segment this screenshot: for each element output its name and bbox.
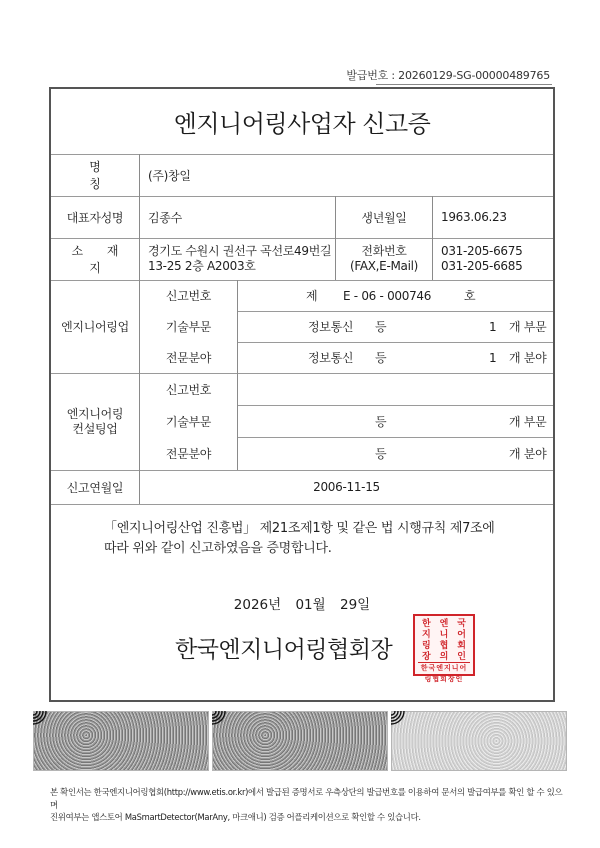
eng-tech-sector-label: 기술부문 (165, 320, 212, 334)
phone-label-line-1: 전화번호 (361, 244, 407, 258)
certificate-frame (49, 87, 555, 702)
consult-specialty (238, 437, 553, 470)
report-date-value: 2006-11-15 (313, 480, 380, 494)
seal-char: 한 (421, 619, 431, 629)
seal-bottom-text: 한국엔지니어링협회장인 (418, 662, 470, 674)
seal-char: 회 (457, 641, 466, 651)
eng-report-number-value: E - 06 - 000746 (343, 288, 432, 303)
address-label: 소 재 지 (71, 244, 129, 275)
seal-char: 링 (421, 641, 431, 651)
eng-tech-sector-field: 정보통신 (308, 320, 354, 334)
eng-tech-sector (238, 311, 553, 342)
seal-char: 국 (457, 619, 466, 629)
eng-specialty-unit: 개 분야 (509, 351, 547, 365)
eng-tech-sector-count: 1 (489, 319, 497, 334)
consult-report-number (238, 373, 553, 405)
consult-tech-sector (238, 405, 553, 437)
security-pattern-1 (33, 711, 209, 771)
company-name: (주)창일 (148, 168, 191, 183)
representative-name: 김종수 (148, 210, 182, 225)
consult-specialty-etc: 등 (375, 447, 387, 461)
engineering-business-label: 엔지니어링업 (61, 320, 129, 334)
consult-report-number-label: 신고번호 (165, 382, 212, 397)
eng-report-number-label: 신고번호 (165, 289, 212, 303)
issue-month: 01월 (295, 597, 326, 613)
address-value (140, 238, 335, 280)
eng-tech-sector-unit: 개 부문 (509, 320, 547, 334)
official-seal-icon (413, 614, 475, 683)
eng-tech-sector-etc: 등 (375, 320, 387, 334)
phone-value (433, 238, 553, 280)
consult-tech-sector-unit: 개 부문 (509, 414, 547, 429)
eng-report-number (238, 280, 553, 311)
eng-specialty-field: 정보통신 (308, 351, 354, 365)
eng-report-suffix: 호 (464, 289, 476, 303)
issue-date (51, 593, 553, 613)
seal-char: 어 (457, 630, 466, 640)
seal-char: 엔 (439, 619, 449, 629)
issue-year: 2026년 (233, 597, 282, 613)
consulting-label-line-1: 엔지니어링 (66, 406, 124, 421)
seal-char: 장 (421, 652, 431, 662)
consult-specialty-label: 전문분야 (165, 447, 212, 461)
notice-line-2: 진위여부는 앱스토어 MaSmartDetector(MarAny, 마크애니) 검증 어플리케이션으로 확인할 수 있습니다. (50, 812, 421, 822)
verification-notice (50, 786, 570, 824)
issue-number-underline (376, 84, 552, 85)
seal-char: 인 (457, 652, 466, 662)
phone-label-line-2: (FAX,E-Mail) (349, 259, 419, 273)
issue-number: 발급번호 : 20260129-SG-00000489765 (346, 69, 550, 82)
representative-label: 대표자성명 (66, 210, 124, 225)
consult-tech-sector-label: 기술부문 (165, 414, 212, 429)
phone-label (336, 238, 432, 280)
birthdate-label: 생년월일 (361, 210, 407, 225)
statement-line-2: 따라 위와 같이 신고하였음을 증명합니다. (104, 541, 332, 556)
eng-specialty-count: 1 (489, 350, 497, 365)
signal-arcs-icon (391, 711, 405, 725)
report-date-label: 신고연월일 (66, 480, 124, 495)
seal-char: 니 (439, 630, 449, 640)
fax-number: 031-205-6685 (441, 259, 523, 273)
birthdate-value: 1963.06.23 (441, 210, 507, 224)
address-line-1: 경기도 수원시 권선구 곡선로49번길 (148, 244, 332, 258)
eng-specialty-label: 전문분야 (165, 351, 212, 365)
consulting-label-line-2: 컨설팅업 (72, 421, 118, 436)
consulting-business-label (51, 373, 139, 470)
address-line-2: 13-25 2층 A2003호 (148, 259, 256, 273)
security-pattern-3 (391, 711, 567, 771)
seal-char: 의 (439, 652, 449, 662)
seal-char: 협 (439, 641, 449, 651)
eng-specialty-etc: 등 (375, 351, 387, 365)
document-title: 엔지니어링사업자 신고증 (51, 89, 553, 155)
security-pattern-strip (33, 711, 567, 771)
consult-specialty-unit: 개 분야 (509, 447, 547, 461)
seal-char: 지 (421, 630, 431, 640)
signer-title: 한국엔지니어링협회장 (175, 637, 393, 663)
statement-line-1: 「엔지니어링산업 진흥법」 제21조제1항 및 같은 법 시행규칙 제7조에 (104, 521, 495, 536)
seal-characters (418, 619, 470, 662)
security-pattern-2 (212, 711, 388, 771)
row-divider (51, 504, 553, 505)
signal-arcs-icon (33, 711, 47, 725)
certification-statement (104, 519, 495, 559)
name-label: 명 칭 (89, 160, 119, 191)
notice-line-1: 본 확인서는 한국엔지니어링협회(http://www.etis.or.kr)에서 발급된 증명서로 우측상단의 발급번호를 이용하여 문서의 발급여부를 확인 할 수 있으며 (50, 787, 563, 810)
consult-tech-sector-etc: 등 (375, 414, 387, 429)
eng-specialty (238, 342, 553, 373)
phone-number-1: 031-205-6675 (441, 244, 523, 258)
signal-arcs-icon (212, 711, 226, 725)
issue-day: 29일 (340, 597, 371, 613)
eng-report-prefix: 제 (306, 289, 318, 303)
